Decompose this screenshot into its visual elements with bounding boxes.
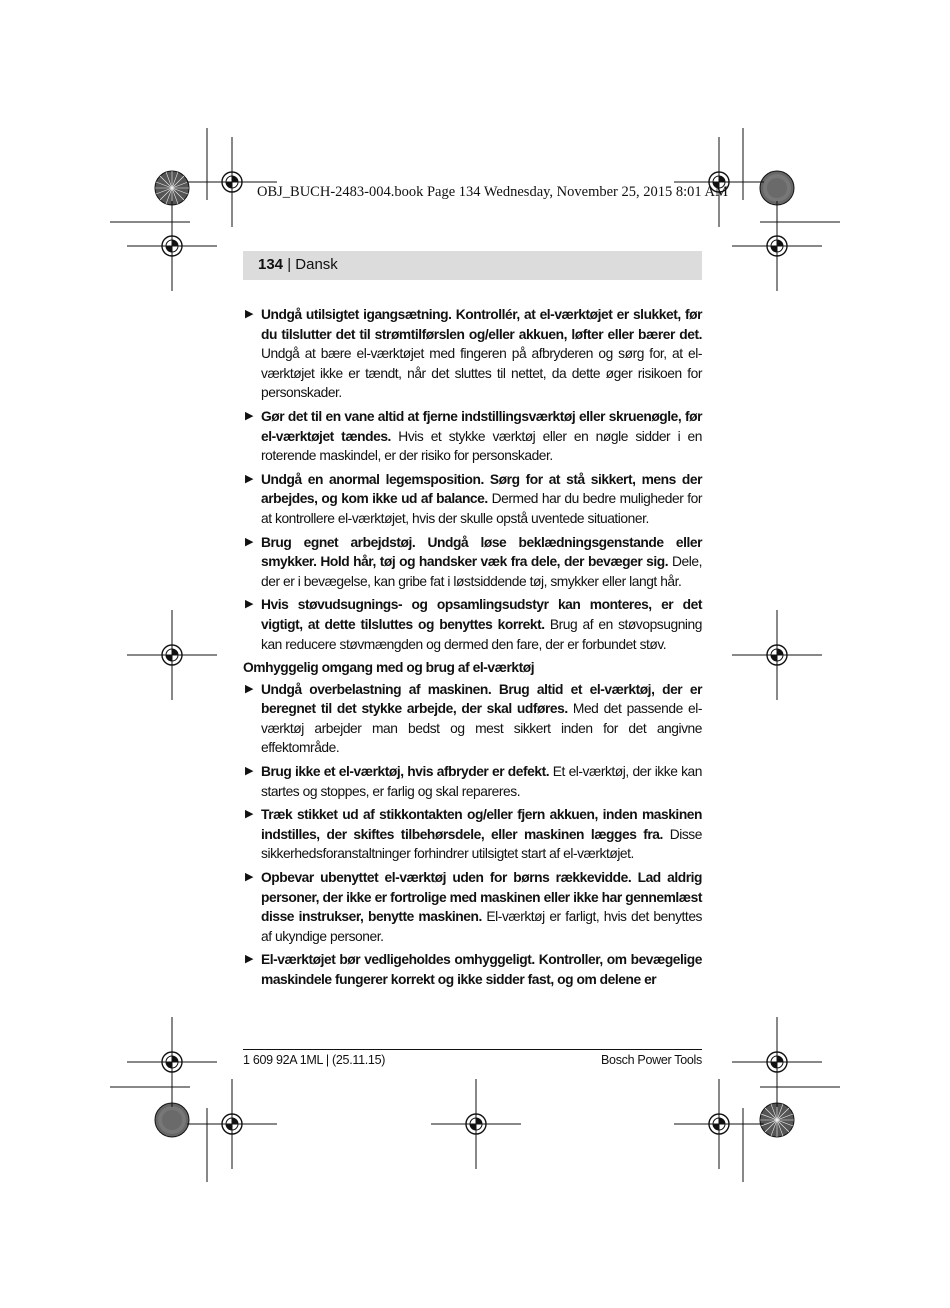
safety-list-personal: [243, 305, 702, 654]
footer-doc-id: 1 609 92A 1ML | (25.11.15): [243, 1053, 386, 1067]
item-warning: El-værktøjet bør vedligeholdes omhyggeligt. Kontroller, om bevægelige maskindele fungerer korrekt og ikke sidder fast, og om delene er: [261, 952, 702, 987]
page-header: [243, 251, 702, 280]
item-warning: Gør det til en vane altid at fjerne indstillingsværktøj eller skruenøgle, før el-værktøjet tændes.: [261, 408, 702, 444]
list-item: [243, 305, 702, 403]
section-heading: Omhyggelig omgang med og brug af el-værktøj: [243, 660, 535, 676]
item-warning: Brug egnet arbejdstøj. Undgå løse beklædningsgenstande eller smykker. Hold hår, tøj og handsker væk fra dele, der bevæger sig.: [261, 534, 702, 570]
item-warning: Brug ikke et el-værktøj, hvis afbryder er defekt.: [261, 764, 550, 780]
safety-list-tool-use: [243, 680, 702, 990]
bullet-arrow-icon: ▶: [245, 765, 254, 778]
bullet-arrow-icon: ▶: [245, 808, 254, 821]
item-explanation: El-værktøj er farligt, hvis det benyttes af ukyndige personer.: [261, 909, 702, 944]
list-item: [243, 805, 702, 864]
page-header-text: [258, 256, 338, 273]
list-item: [243, 595, 702, 654]
header-separator: |: [283, 256, 296, 273]
item-warning: Undgå en anormal legemsposition. Sørg for at stå sikkert, mens der arbejdes, og kom ikke ud af balance.: [261, 471, 702, 507]
bullet-arrow-icon: ▶: [245, 871, 254, 884]
bullet-arrow-icon: ▶: [245, 308, 254, 320]
item-explanation: Med det passende el-værktøj arbejder man bedst og mest sikkert inden for det angivne effektområde.: [261, 701, 702, 756]
list-item: [243, 680, 702, 758]
footer-rule: [243, 1049, 702, 1050]
book-slug-line: OBJ_BUCH-2483-004.book Page 134 Wednesday, November 25, 2015 8:01 AM: [257, 184, 728, 200]
footer-brand: Bosch Power Tools: [601, 1053, 702, 1067]
bullet-arrow-icon: ▶: [245, 535, 254, 548]
bullet-arrow-icon: ▶: [245, 409, 254, 422]
list-item: [243, 950, 702, 989]
list-item: [243, 762, 702, 801]
item-explanation: Undgå at bære el-værktøjet med fingeren på afbryderen og sørg for, at el-værktøjet ikke er tændt, når det sluttes til nettet, da dette øger risikoen for personskader.: [261, 346, 702, 401]
item-explanation: Hvis et stykke værktøj eller en nøgle sidder i en roterende maskindel, er der risiko for personskader.: [261, 428, 703, 464]
list-item: [243, 470, 702, 529]
bullet-arrow-icon: ▶: [245, 682, 254, 695]
bullet-arrow-icon: ▶: [245, 953, 254, 966]
item-warning: Undgå overbelastning af maskinen. Brug altid et el-værktøj, der er beregnet til det stykke arbejde, der skal udføres.: [261, 681, 702, 717]
bullet-arrow-icon: ▶: [245, 472, 254, 485]
list-item: [243, 868, 702, 946]
main-content: [243, 305, 702, 994]
item-warning: Opbevar ubenyttet el-værktøj uden for børns rækkevidde. Lad aldrig personer, der ikke er fortrolige med maskinen eller ikke har gennemlæst disse instrukser, benytte maskinen.: [261, 870, 702, 925]
item-explanation: Et el-værktøj, der ikke kan startes og stoppes, er farlig og skal repareres.: [261, 764, 702, 799]
bullet-arrow-icon: ▶: [245, 598, 254, 611]
item-warning: Hvis støvudsugnings- og opsamlingsudstyr kan monteres, er det vigtigt, at dette tilsluttes og benyttes korrekt.: [261, 597, 702, 632]
list-item: [243, 407, 702, 466]
item-warning: Træk stikket ud af stikkontakten og/eller fjern akkuen, inden maskinen indstilles, der skiftes tilbehørsdele, eller maskinen lægges fra.: [261, 807, 702, 842]
section-language: Dansk: [295, 256, 338, 273]
item-explanation: Dele, der er i bevægelse, kan gribe fat i løstsiddende tøj, smykker eller langt hår.: [261, 554, 702, 589]
item-warning: Undgå utilsigtet igangsætning. Kontrollér, at el-værktøjet er slukket, før du tilslutter det til strømtilførslen og/eller akkuen, løfter eller bærer det.: [261, 307, 702, 342]
page-number: 134: [258, 256, 284, 273]
item-explanation: Disse sikkerhedsforanstaltninger forhindrer utilsigtet start af el-værktøjet.: [261, 826, 702, 862]
item-explanation: Dermed har du bedre muligheder for at kontrollere el-værktøjet, hvis der skulle opstå uventede situationer.: [261, 491, 702, 526]
item-explanation: Brug af en støvopsugning kan reducere støvmængden og dermed den fare, der er forbundet støv.: [261, 616, 702, 652]
list-item: [243, 533, 702, 592]
